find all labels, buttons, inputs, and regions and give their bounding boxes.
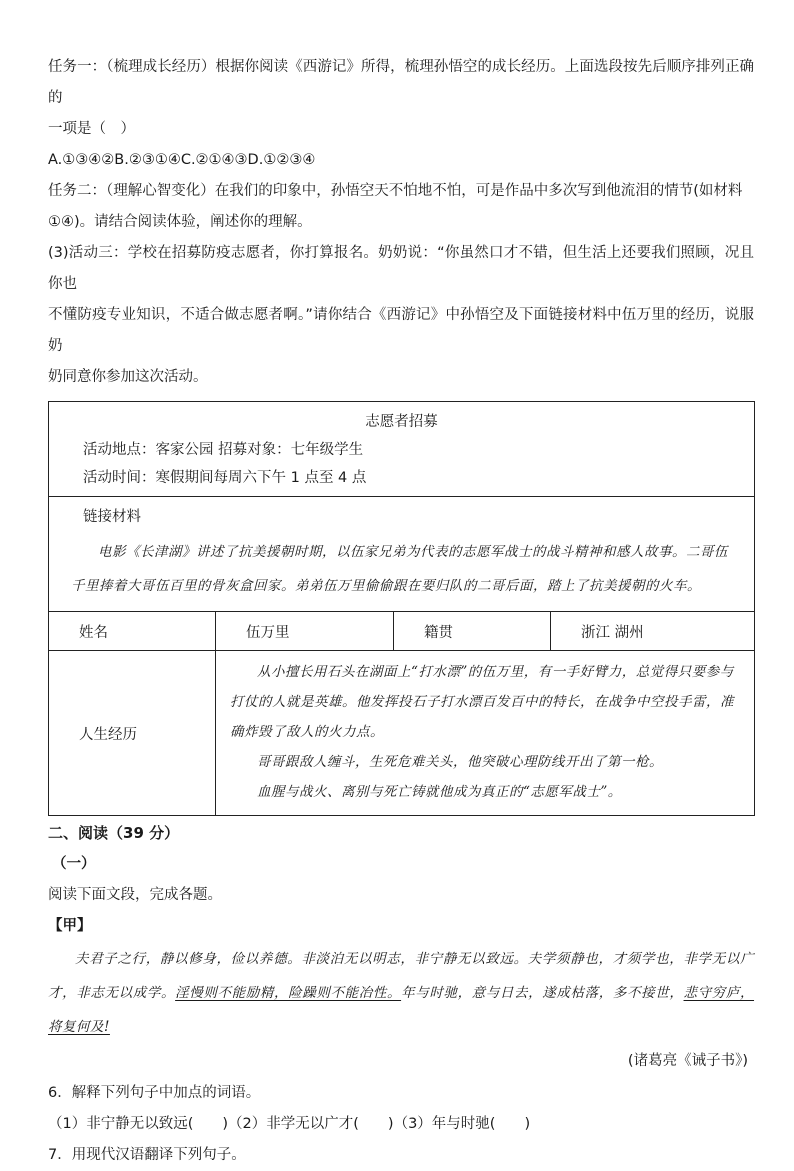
passage-label: 【甲】 — [48, 918, 92, 934]
passage-underline2: 悲守穷庐，将复何及! — [48, 985, 755, 1035]
origin-label-cell — [394, 612, 551, 651]
name-label: 姓名 — [79, 624, 108, 641]
volunteer-table — [48, 401, 755, 816]
origin-value: 浙江 湖州 — [581, 624, 644, 641]
activity3-line2: 不懂防疫专业知识，不适合做志愿者啊。”请你结合《西游记》中孙悟空及下面链接材料中伍万里的经历，说服奶 — [48, 307, 754, 354]
task1-options: A.①③④②B.②③①④C.②①④③D.①②③④ — [48, 152, 316, 168]
link-material-cell — [49, 497, 755, 612]
name-label-cell — [49, 612, 216, 651]
section2-title: 二、阅读（39 分） — [48, 824, 180, 842]
life-paragraph-3: 血腥与战火、离别与死亡铸就他成为真正的“志愿军战士”。 — [257, 784, 622, 800]
passage-text — [48, 942, 754, 1044]
activity3-line3: 奶同意你参加这次活动。 — [48, 369, 208, 385]
passage-underline1: 淫慢则不能励精，险躁则不能冶性。 — [175, 985, 402, 1001]
q6-items: （1）非宁静无以致远( )（2）非学无以广才( )（3）年与时驰( ) — [48, 1116, 531, 1132]
section2-subtitle: （一） — [52, 856, 96, 872]
recruit-line2: 活动时间：寒假期间每周六下午 1 点至 4 点 — [83, 470, 367, 486]
task2-line2: ①④)。请结合阅读体验，阐述你的理解。 — [48, 214, 312, 230]
life-paragraph-2: 哥哥跟敌人缠斗，生死危难关头，他突破心理防线开出了第一枪。 — [257, 754, 663, 770]
passage-part2: 年与时驰，意与日去，遂成枯落，多不接世， — [401, 985, 684, 1001]
q7-title: 7．用现代汉语翻译下列句子。 — [48, 1147, 246, 1163]
life-label-cell — [49, 651, 216, 816]
document-page — [48, 52, 754, 1171]
link-material-body — [49, 531, 754, 611]
origin-value-cell — [551, 612, 755, 651]
q6-title: 6．解释下列句子中加点的词语。 — [48, 1085, 261, 1101]
name-value: 伍万里 — [246, 624, 290, 641]
recruit-cell — [49, 402, 755, 497]
recruit-line1: 活动地点：客家公园 招募对象：七年级学生 — [83, 442, 364, 458]
life-text-cell — [216, 651, 755, 816]
life-label: 人生经历 — [79, 726, 137, 743]
reading-instruction: 阅读下面文段，完成各题。 — [48, 887, 222, 903]
life-paragraph-1: 从小擅长用石头在湖面上“打水漂”的伍万里，有一手好臂力，总觉得只要参与打仗的人就是英雄。他发挥投石子打水漂百发百中的特长，在战争中空投手雷，准确炸毁了敌人的火力点。 — [230, 664, 734, 740]
activity3-line1: (3)活动三：学校在招募防疫志愿者，你打算报名。奶奶说：“你虽然口才不错，但生活上还要我们照顾，况且你也 — [48, 245, 754, 292]
recruit-title: 志愿者招募 — [365, 414, 438, 430]
task1-line2: 一项是（ ） — [48, 121, 135, 137]
link-material-text: 电影《长津湖》讲述了抗美援朝时期，以伍家兄弟为代表的志愿军战士的战斗精神和感人故事。二哥伍千里捧着大哥伍百里的骨灰盒回家。弟弟伍万里偷偷跟在要归队的二哥后面，踏上了抗美援朝的火车。 — [71, 544, 728, 594]
passage-part1: 夫君子之行，静以修身，俭以养德。非淡泊无以明志，非宁静无以致远。夫学须静也，才须学也，非学无以广才，非志无以成学。 — [48, 951, 754, 1001]
task1-line1: 任务一：（梳理成长经历）根据你阅读《西游记》所得，梳理孙悟空的成长经历。上面选段按先后顺序排列正确的 — [48, 59, 754, 106]
task2-line1: 任务二：（理解心智变化）在我们的印象中，孙悟空天不怕地不怕，可是作品中多次写到他流泪的情节(如材料 — [48, 183, 743, 199]
link-material-title: 链接材料 — [83, 509, 141, 525]
origin-label: 籍贯 — [424, 624, 453, 641]
name-value-cell — [216, 612, 394, 651]
passage-source: (诸葛亮《诫子书》) — [627, 1053, 748, 1069]
